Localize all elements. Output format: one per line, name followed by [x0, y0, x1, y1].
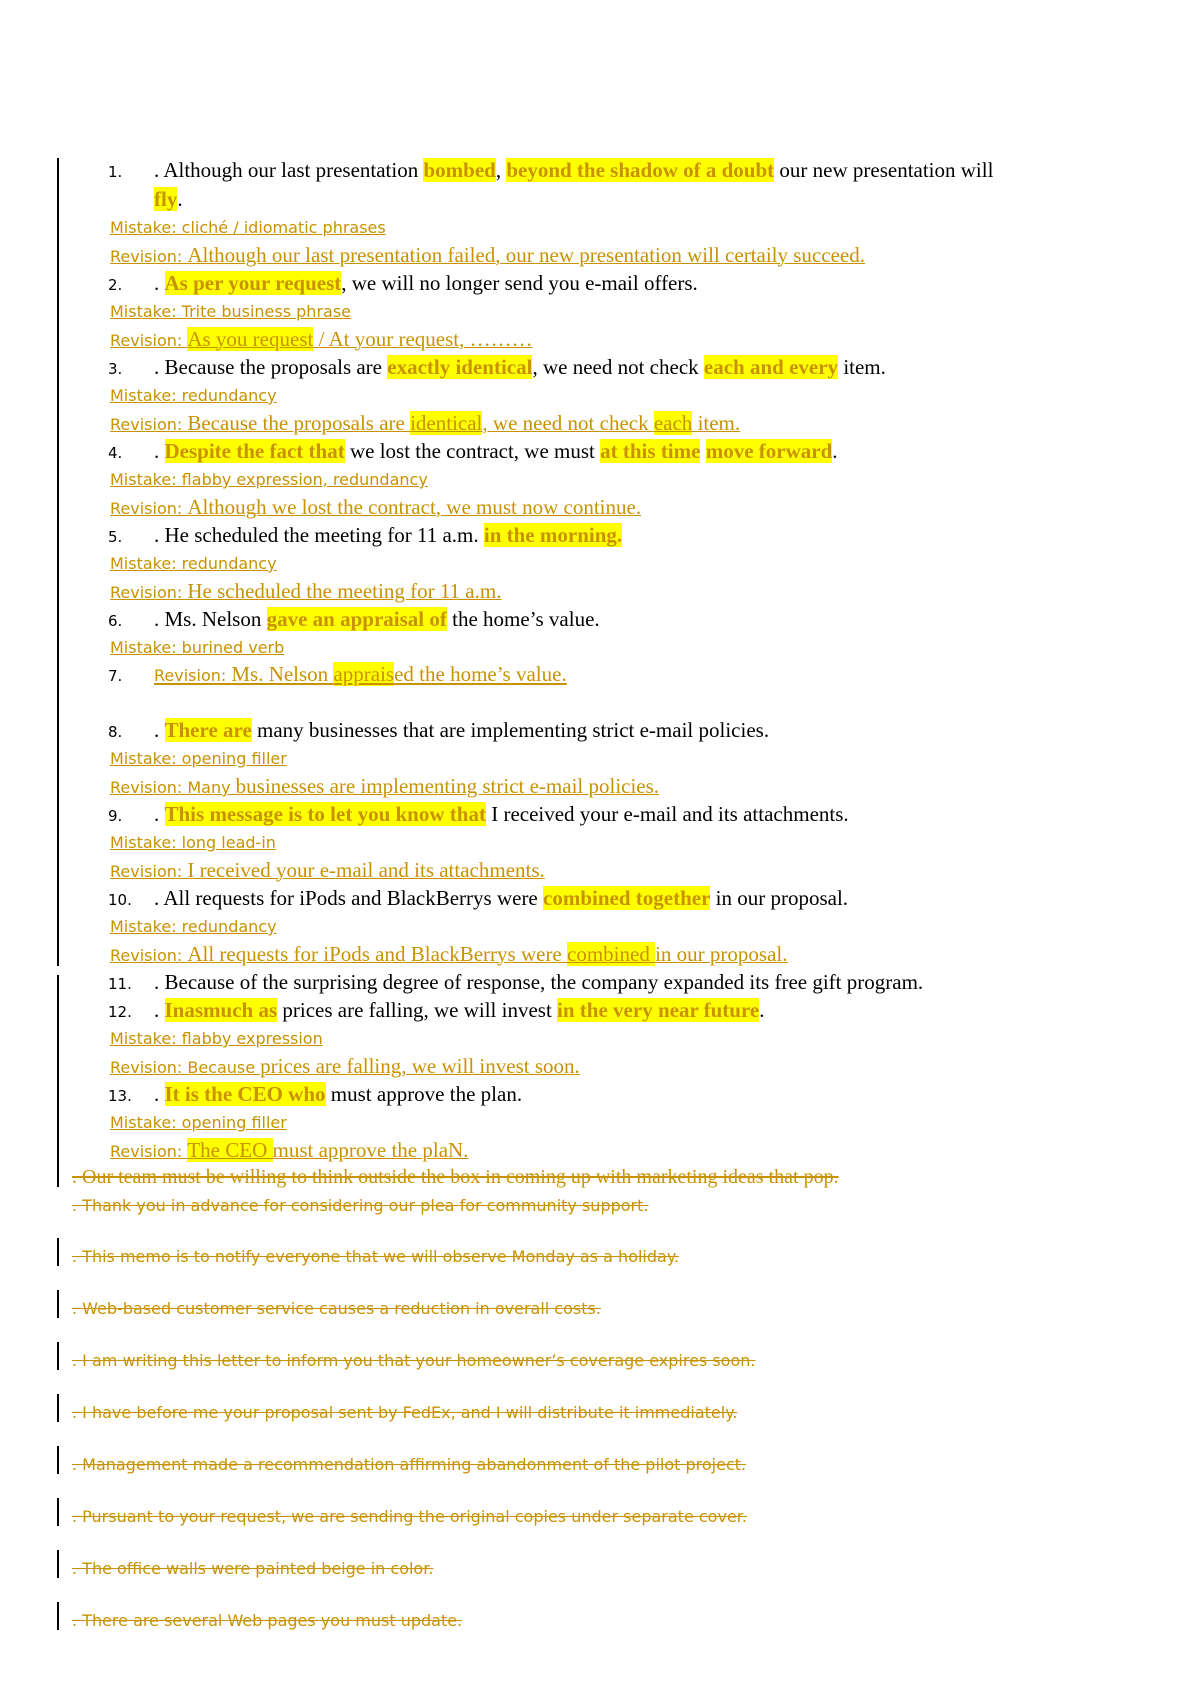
item-number: 2. [108, 276, 123, 294]
revision-note: Revision: Although we lost the contract, we must now continue. [110, 495, 642, 519]
list-item-1-cont: fly. [154, 187, 183, 211]
revision-note: Revision: As you request / At your request, ……… [110, 327, 533, 351]
list-item-9: 9. . This message is to let you know that I received your e-mail and its attachments. [108, 802, 849, 826]
mistake-note: Mistake: redundancy [110, 386, 277, 405]
change-bar [57, 1498, 59, 1526]
mistake-note: Mistake: opening filler [110, 749, 287, 768]
revision-note: Revision: Because prices are falling, we will invest soon. [110, 1054, 580, 1078]
deleted-line: . There are several Web pages you must update. [72, 1611, 463, 1630]
revision-note: Revision: I received your e-mail and its attachments. [110, 858, 545, 882]
list-item-6: 6. . Ms. Nelson gave an appraisal of the home’s value. [108, 607, 600, 631]
deleted-line: . Thank you in advance for considering our plea for community support. [72, 1196, 649, 1215]
deleted-line: . Web-based customer service causes a reduction in overall costs. [72, 1299, 601, 1318]
list-item-5: 5. . He scheduled the meeting for 11 a.m. in the morning. [108, 523, 623, 547]
item-number: 7. [108, 667, 123, 685]
mistake-note: Mistake: flabby expression [110, 1029, 323, 1048]
deleted-line: . Our team must be willing to think outside the box in coming up with marketing ideas that pop. [72, 1166, 839, 1188]
revision-note: Revision: Many businesses are implementing strict e-mail policies. [110, 774, 660, 798]
deleted-line: . The office walls were painted beige in color. [72, 1559, 434, 1578]
revision-note: Revision: Although our last presentation failed, our new presentation will certaily succeed. [110, 243, 865, 267]
deleted-line: . Pursuant to your request, we are sending the original copies under separate cover. [72, 1507, 747, 1526]
item-number: 4. [108, 444, 123, 462]
item-number: 10. [108, 891, 132, 909]
list-item-3: 3. . Because the proposals are exactly identical, we need not check each and every item. [108, 355, 886, 379]
list-item-7: 7. Revision: Ms. Nelson appraised the home’s value. [108, 662, 567, 686]
list-item-2: 2. . As per your request, we will no longer send you e-mail offers. [108, 271, 698, 295]
revision-note: Revision: The CEO must approve the plaN. [110, 1138, 469, 1162]
change-bar [57, 1238, 59, 1266]
list-item-10: 10. . All requests for iPods and BlackBerrys were combined together in our proposal. [108, 886, 849, 910]
revision-note: Revision: All requests for iPods and BlackBerrys were combined in our proposal. [110, 942, 788, 966]
change-bar [57, 1290, 59, 1318]
change-bar [57, 1342, 59, 1370]
mistake-note: Mistake: redundancy [110, 917, 277, 936]
mistake-note: Mistake: cliché / idiomatic phrases [110, 218, 386, 237]
mistake-note: Mistake: long lead-in [110, 833, 276, 852]
mistake-note: Mistake: flabby expression, redundancy [110, 470, 428, 489]
change-bar [57, 1446, 59, 1474]
list-item-1: 1. . Although our last presentation bombed, beyond the shadow of a doubt our new presentation will [108, 158, 994, 182]
item-number: 8. [108, 723, 123, 741]
deleted-line: . I am writing this letter to inform you that your homeowner’s coverage expires soon. [72, 1351, 756, 1370]
item-number: 9. [108, 807, 123, 825]
item-number: 6. [108, 612, 123, 630]
revision-note: Revision: He scheduled the meeting for 11 a.m. [110, 579, 502, 603]
item-number: 5. [108, 528, 123, 546]
change-bar [57, 1394, 59, 1422]
change-bar [57, 1550, 59, 1578]
list-item-13: 13. . It is the CEO who must approve the plan. [108, 1082, 523, 1106]
item-number: 13. [108, 1087, 132, 1105]
list-item-11: 11. . Because of the surprising degree of response, the company expanded its free gift program. [108, 970, 924, 994]
item-number: 1. [108, 163, 123, 181]
revision-note: Revision: Because the proposals are identical, we need not check each item. [110, 411, 741, 435]
change-bar [57, 158, 59, 966]
list-item-4: 4. . Despite the fact that we lost the contract, we must at this time move forward. [108, 439, 838, 463]
mistake-note: Mistake: burined verb [110, 638, 285, 657]
item-number: 12. [108, 1003, 132, 1021]
item-number: 3. [108, 360, 123, 378]
change-bar [57, 975, 59, 1187]
change-bar [57, 1602, 59, 1630]
mistake-note: Mistake: Trite business phrase [110, 302, 352, 321]
deleted-line: . I have before me your proposal sent by FedEx, and I will distribute it immediately. [72, 1403, 738, 1422]
list-item-8: 8. . There are many businesses that are implementing strict e-mail policies. [108, 718, 770, 742]
mistake-note: Mistake: opening filler [110, 1113, 287, 1132]
list-item-12: 12. . Inasmuch as prices are falling, we will invest in the very near future. [108, 998, 765, 1022]
deleted-line: . Management made a recommendation affirming abandonment of the pilot project. [72, 1455, 747, 1474]
mistake-note: Mistake: redundancy [110, 554, 277, 573]
item-number: 11. [108, 975, 132, 993]
deleted-line: . This memo is to notify everyone that we will observe Monday as a holiday. [72, 1247, 680, 1266]
